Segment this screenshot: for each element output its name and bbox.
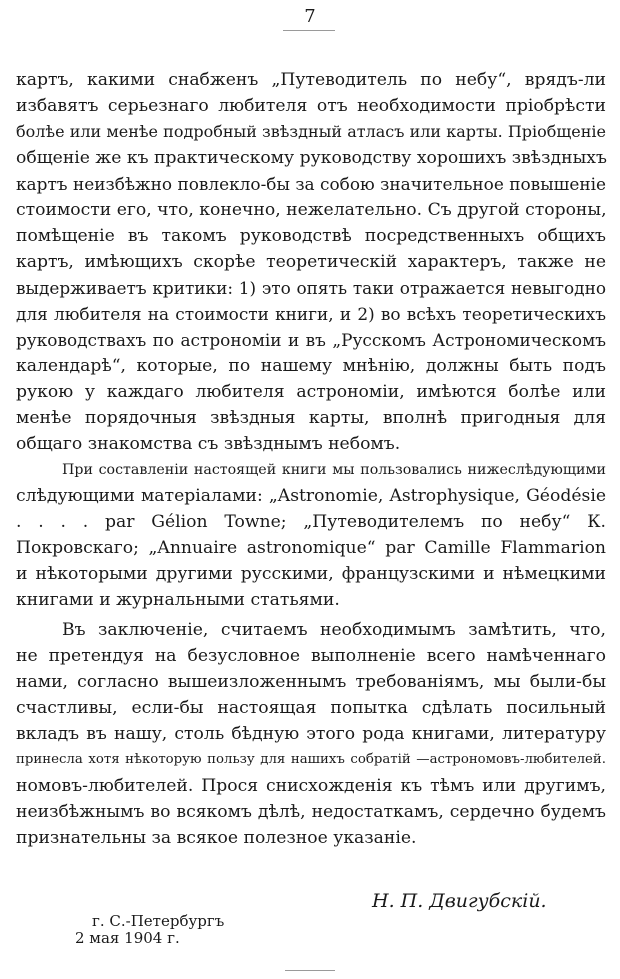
text-line: рукою у каждаго любителя астрономіи, имѣются болѣе или (16, 382, 606, 402)
text-line: нами, согласно вышеизложеннымъ требованіямъ, мы были-бы (16, 672, 606, 692)
text-line: Покровскаго; „Annuaire astronomique“ par Camille Flammarion (16, 538, 606, 558)
text-line: общеніе же къ практическому руководству хорошихъ звѣздныхъ (16, 148, 607, 168)
text-line: календарѣ“, которые, по нашему мнѣнію, должны быть подъ (16, 356, 606, 376)
footer-rule (285, 970, 335, 971)
text-line: . . . . par Gélion Towne; „Путеводителемъ по небу“ К. (16, 512, 606, 532)
text-line: Въ заключеніе, считаемъ необходимымъ замѣтить, что, (62, 620, 606, 640)
author-signature: Н. П. Двигубскій. (372, 890, 547, 912)
text-line: помѣщеніе въ такомъ руководствѣ посредственныхъ общихъ (16, 226, 606, 246)
text-line: картъ, какими снабженъ „Путеводитель по небу“, врядъ-ли (16, 70, 606, 90)
text-line: неизбѣжнымъ во всякомъ дѣлѣ, недостаткамъ, сердечно будемъ (16, 802, 606, 822)
text-line: менѣе порядочныя звѣздныя карты, вполнѣ пригодныя для (16, 408, 606, 428)
text-line: картъ неизбѣжно повлекло-бы за собою значительное повышеніе (16, 174, 606, 194)
header-rule (283, 30, 335, 31)
text-line: признательны за всякое полезное указаніе. (16, 828, 417, 848)
text-line: счастливы, если-бы настоящая попытка сдѣлать посильный (16, 698, 606, 718)
date-line: 2 мая 1904 г. (75, 929, 180, 947)
text-line: номовъ-любителей. Прося снисхожденія къ тѣмъ или другимъ, (16, 776, 606, 796)
page-number: 7 (304, 6, 316, 27)
place-line: г. С.-Петербургъ (92, 912, 225, 930)
text-line: книгами и журнальными статьями. (16, 590, 340, 610)
text-line: принесла хотя нѣкоторую пользу для нашихъ собратій —астрономовъ-любителей. (16, 752, 606, 767)
text-line: не претендуя на безусловное выполненіе всего намѣченнаго (16, 646, 606, 666)
text-line: болѣе или менѣе подробный звѣздный атласъ или карты. Пріобщеніе (16, 122, 606, 141)
text-line: картъ, имѣющихъ скорѣе теоретическій характеръ, также не (16, 252, 606, 272)
text-line: и нѣкоторыми другими русскими, французскими и нѣмецкими (16, 564, 606, 584)
text-line: избавятъ серьезнаго любителя отъ необходимости пріобрѣсти (16, 96, 606, 116)
text-line: для любителя на стоимости книги, и 2) во всѣхъ теоретическихъ (16, 304, 606, 324)
text-line: общаго знакомства съ звѣзднымъ небомъ. (16, 434, 401, 454)
text-line: При составленіи настоящей книги мы пользовались нижеслѣдующими (62, 462, 606, 478)
text-line: стоимости его, что, конечно, нежелательно. Съ другой стороны, (16, 200, 607, 220)
text-line: слѣдующими матеріалами: „Astronomie, Astrophysique, Géodésie (16, 486, 606, 506)
text-line: руководствахъ по астрономіи и въ „Русскомъ Астрономическомъ (16, 330, 606, 350)
text-line: выдерживаетъ критики: 1) это опять таки отражается невыгодно (16, 278, 606, 298)
text-line: вкладъ въ нашу, столь бѣдную этого рода книгами, литературу (16, 724, 606, 744)
